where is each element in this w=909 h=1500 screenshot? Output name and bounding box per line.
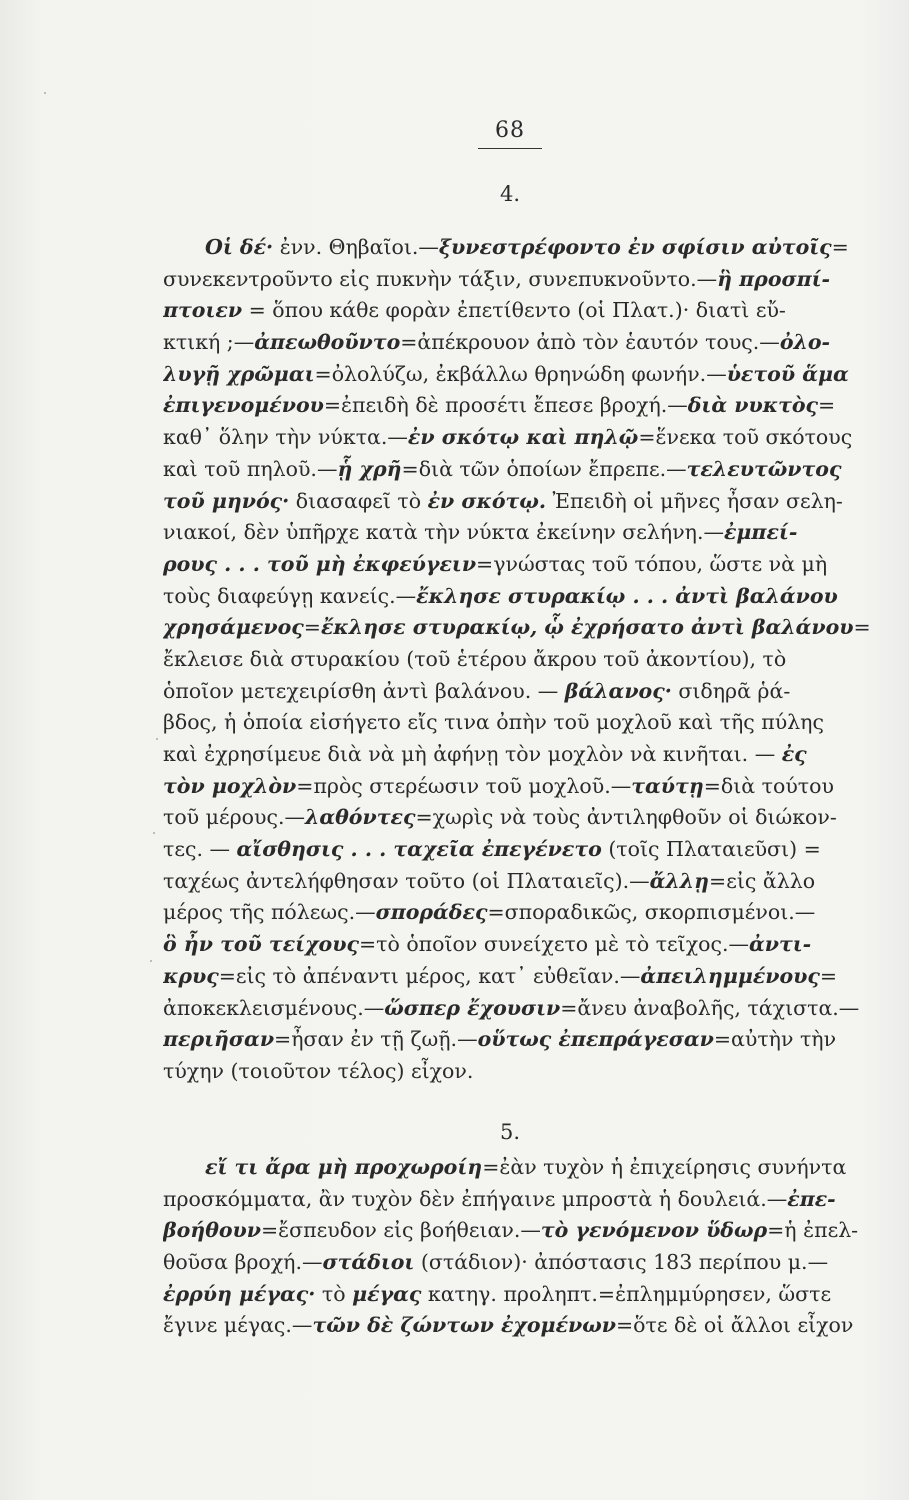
gloss-text: =χωρὶς νὰ τοὺς ἀντιληφθοῦν οἱ διώκον-: [415, 805, 837, 830]
scan-speck: [150, 960, 152, 962]
gloss-text: τὸ: [315, 1281, 353, 1306]
lemma-term: ἣ προσπί-: [717, 266, 831, 291]
text-line: [163, 1279, 875, 1311]
gloss-text: ἔγινε μέγας.—: [163, 1313, 313, 1338]
lemma-term: ρους . . . τοῦ μὴ ἐκφεύγειν: [163, 551, 477, 576]
gloss-text: συνεκεντροῦντο εἰς πυκνὴν τάξιν, συνεπυκνοῦντο.—: [163, 266, 718, 291]
lemma-term: ξυνεστρέφοντο ἐν σφίσιν αὐτοῖς: [438, 235, 832, 259]
text-line: [163, 961, 875, 993]
text-line: [163, 1184, 875, 1216]
text-line: [163, 802, 875, 834]
gloss-text: τύχην (τοιοῦτον τέλος) εἶχον.: [163, 1058, 474, 1083]
text-line: [163, 264, 875, 296]
lemma-term: βοήθουν: [163, 1218, 261, 1243]
page-number: 68: [495, 118, 525, 143]
lemma-term: ᾗ χρῆ: [337, 456, 402, 481]
gloss-text: (τοῖς Πλαταιεῦσι) =: [601, 837, 821, 862]
text-line: [163, 327, 875, 359]
text-line: [163, 454, 875, 486]
lemma-term: ὥσπερ ἔχουσιν: [384, 995, 561, 1020]
gloss-text: =ὅτε δὲ οἱ ἄλλοι εἶχον: [616, 1313, 854, 1338]
lemma-term: ἀπεωθοῦντο: [254, 330, 401, 355]
text-line: [163, 866, 875, 898]
gloss-text: καθ᾽ ὅλην τὴν νύκτα.—: [163, 425, 408, 450]
text-line: [163, 834, 875, 866]
text-line: [163, 929, 875, 961]
lemma-term: σποράδες: [375, 900, 488, 925]
gloss-text: ἐνν. Θηβαῖοι.—: [273, 235, 439, 259]
gloss-text: καὶ τοῦ πηλοῦ.—: [163, 456, 338, 481]
lemma-term: κρυς: [163, 963, 219, 988]
gloss-text: =γνώστας τοῦ τόπου, ὥστε νὰ μὴ: [476, 551, 828, 576]
lemma-term: τῶν δὲ ζώντων ἐχομένων: [312, 1313, 616, 1338]
gloss-text: μέρος τῆς πόλεως.—: [163, 900, 376, 925]
gloss-text: σιδηρᾶ ῥά-: [671, 678, 791, 703]
lemma-term: ἐπιγενομένου: [163, 393, 324, 418]
lemma-term: ἀπειλημμένους: [640, 963, 820, 988]
gloss-text: =: [853, 615, 871, 640]
gloss-text: ἔκλεισε διὰ στυρακίου (τοῦ ἑτέρου ἄκρου τοῦ ἀκοντίου), τὸ: [163, 646, 787, 671]
lemma-term: λαθόντες: [304, 805, 416, 830]
text-line: [163, 1215, 875, 1247]
text-line: [163, 486, 875, 518]
lemma-term: ὃ ἦν τοῦ τείχους: [163, 932, 359, 957]
gloss-text: διασαφεῖ τὸ: [289, 488, 428, 513]
gloss-text: =εἰς ἄλλο: [709, 868, 816, 893]
text-line: [163, 1152, 875, 1184]
lemma-term: ἄλλῃ: [649, 868, 710, 893]
gloss-text: ὁποῖον μετεχειρίσθη ἀντὶ βαλάνου. —: [163, 678, 565, 703]
lemma-term: λυγῇ χρῶμαι: [163, 361, 315, 386]
gloss-text: θοῦσα βροχή.—: [163, 1250, 323, 1275]
scan-speck: [153, 832, 155, 834]
page-number-rule: [478, 148, 542, 149]
lemma-term: βάλανος·: [564, 678, 672, 703]
gloss-text: τες. —: [163, 837, 237, 862]
gloss-text: =ἀπέκρουον ἀπὸ τὸν ἑαυτόν τους.—: [400, 330, 780, 355]
gloss-text: =διὰ τούτου: [703, 773, 834, 798]
gloss-text: τοῦ μέρους.—: [163, 805, 305, 830]
lemma-term: ἐπε-: [787, 1186, 836, 1211]
gloss-text: κατηγ. προληπτ.=ἐπλημμύρησεν, ὥστε: [421, 1281, 832, 1306]
gloss-text: νιακοί, δὲν ὑπῆρχε κατὰ τὴν νύκτα ἐκείνην σελήνη.—: [163, 520, 724, 545]
text-line: [163, 1247, 875, 1279]
gloss-text: =ἐπειδὴ δὲ προσέτι ἔπεσε βροχή.—: [323, 393, 688, 418]
text-line: [163, 771, 875, 803]
text-line: [163, 897, 875, 929]
text-line: [163, 739, 875, 771]
gloss-text: = ὅπου κάθε φορὰν ἐπετίθεντο (οἱ Πλατ.)· διατὶ εὔ-: [242, 298, 786, 323]
section-5-text: [163, 1152, 875, 1342]
gloss-text: =διὰ τῶν ὁποίων ἔπρεπε.—: [401, 456, 687, 481]
lemma-term: αἴσθησις . . . ταχεῖα ἐπεγένετο: [236, 837, 602, 862]
text-line: [163, 644, 875, 676]
text-line: [163, 1024, 875, 1056]
text-line: [163, 993, 875, 1025]
scan-speck: [156, 738, 158, 740]
text-line: [163, 232, 875, 264]
gloss-text: κτική ;—: [163, 330, 255, 355]
text-line: [163, 390, 875, 422]
gloss-text: προσκόμματα, ἂν τυχὸν δὲν ἐπήγαινε μπροστὰ ἡ δουλειά.—: [163, 1186, 788, 1211]
text-line: [163, 295, 875, 327]
lemma-term: ἔκλησε στυρακίῳ, ᾧ ἐχρήσατο ἀντὶ βαλάνου: [320, 615, 854, 640]
section-4-text: [163, 232, 875, 1088]
lemma-term: τοῦ μηνός·: [163, 488, 290, 513]
gloss-text: =ἡ ἐπελ-: [767, 1218, 859, 1243]
text-line: [163, 422, 875, 454]
gloss-text: =ἕνεκα τοῦ σκότους: [638, 425, 853, 450]
gloss-text: =ἄνευ ἀναβολῆς, τάχιστα.—: [560, 995, 860, 1020]
lemma-term: ἔκλησε στυρακίῳ . . . ἀντὶ βαλάνου: [416, 583, 838, 608]
gloss-text: =: [831, 235, 849, 259]
lemma-term: τελευτῶντος: [686, 456, 842, 481]
text-line: [163, 1056, 875, 1088]
section-5-number: 5.: [499, 1120, 521, 1144]
lemma-term: οὕτως ἐπεπράγεσαν: [477, 1027, 714, 1052]
gloss-text: Ἐπειδὴ οἱ μῆνες ἦσαν σελη-: [546, 488, 843, 513]
gloss-text: (στάδιον)· ἀπόστασις 183 περίπου μ.—: [414, 1250, 829, 1275]
lemma-term: Οἱ δέ·: [205, 235, 274, 259]
text-line: [163, 359, 875, 391]
gloss-text: =: [819, 963, 838, 988]
gloss-text: τοὺς διαφεύγῃ κανείς.—: [163, 583, 417, 608]
scan-speck: [44, 92, 46, 94]
lemma-term: περιῆσαν: [163, 1027, 275, 1052]
text-line: [163, 581, 875, 613]
section-4-number: 4.: [499, 182, 521, 206]
gloss-text: ἀποκεκλεισμένους.—: [163, 995, 385, 1020]
gloss-text: καὶ ἐχρησίμευε διὰ νὰ μὴ ἀφήνῃ τὸν μοχλὸν νὰ κινῆται. —: [163, 742, 782, 766]
gloss-text: =ἐὰν τυχὸν ἡ ἐπιχείρησις συνήντα: [482, 1155, 847, 1179]
lemma-term: τὸ γενόμενον ὕδωρ: [540, 1218, 768, 1243]
gloss-text: =ἦσαν ἐν τῇ ζωῇ.—: [274, 1027, 478, 1052]
lemma-term: ἐμπεί-: [723, 520, 798, 545]
gloss-text: =αὐτὴν τὴν: [713, 1027, 837, 1052]
lemma-term: μέγας: [352, 1281, 422, 1306]
lemma-term: ἐς: [781, 742, 807, 766]
lemma-term: ἀντι-: [748, 932, 812, 957]
lemma-term: ὀλο-: [779, 330, 831, 355]
gloss-text: =: [818, 393, 836, 418]
text-line: [163, 612, 875, 644]
text-line: [163, 707, 875, 739]
lemma-term: ταύτῃ: [631, 773, 704, 798]
lemma-term: εἴ τι ἄρα μὴ προχωροίη: [205, 1155, 483, 1179]
gloss-text: =πρὸς στερέωσιν τοῦ μοχλοῦ.—: [296, 773, 632, 798]
gloss-text: =εἰς τὸ ἀπέναντι μέρος, κατ᾽ εὐθεῖαν.—: [218, 963, 641, 988]
gloss-text: =σποραδικῶς, σκορπισμένοι.—: [487, 900, 816, 925]
gloss-text: βδος, ἡ ὁποία εἰσήγετο εἴς τινα ὀπὴν τοῦ μοχλοῦ καὶ τῆς πύλης: [163, 710, 824, 735]
gloss-text: ταχέως ἀντελήφθησαν τοῦτο (οἱ Πλαταιεῖς).—: [163, 868, 650, 893]
text-line: [163, 1310, 875, 1342]
lemma-term: στάδιοι: [322, 1250, 415, 1275]
text-line: [163, 676, 875, 708]
lemma-term: ἐρρύη μέγας·: [163, 1281, 316, 1306]
gloss-text: =ἔσπευδον εἰς βοήθειαν.—: [261, 1218, 541, 1243]
lemma-term: ἐν σκότῳ.: [427, 488, 547, 513]
lemma-term: χρησάμενος: [163, 615, 304, 640]
gloss-text: =: [303, 615, 321, 640]
lemma-term: πτοιεν: [163, 298, 243, 323]
lemma-term: ἐν σκότῳ καὶ πηλῷ: [407, 425, 639, 450]
lemma-term: ὑετοῦ ἅμα: [726, 361, 849, 386]
gloss-text: =ὀλολύζω, ἐκβάλλω θρηνώδη φωνήν.—: [314, 361, 727, 386]
gloss-text: =τὸ ὁποῖον συνείχετο μὲ τὸ τεῖχος.—: [358, 932, 749, 957]
lemma-term: τὸν μοχλὸν: [163, 773, 297, 798]
lemma-term: διὰ νυκτὸς: [687, 393, 819, 418]
text-line: [163, 517, 875, 549]
text-line: [163, 549, 875, 581]
